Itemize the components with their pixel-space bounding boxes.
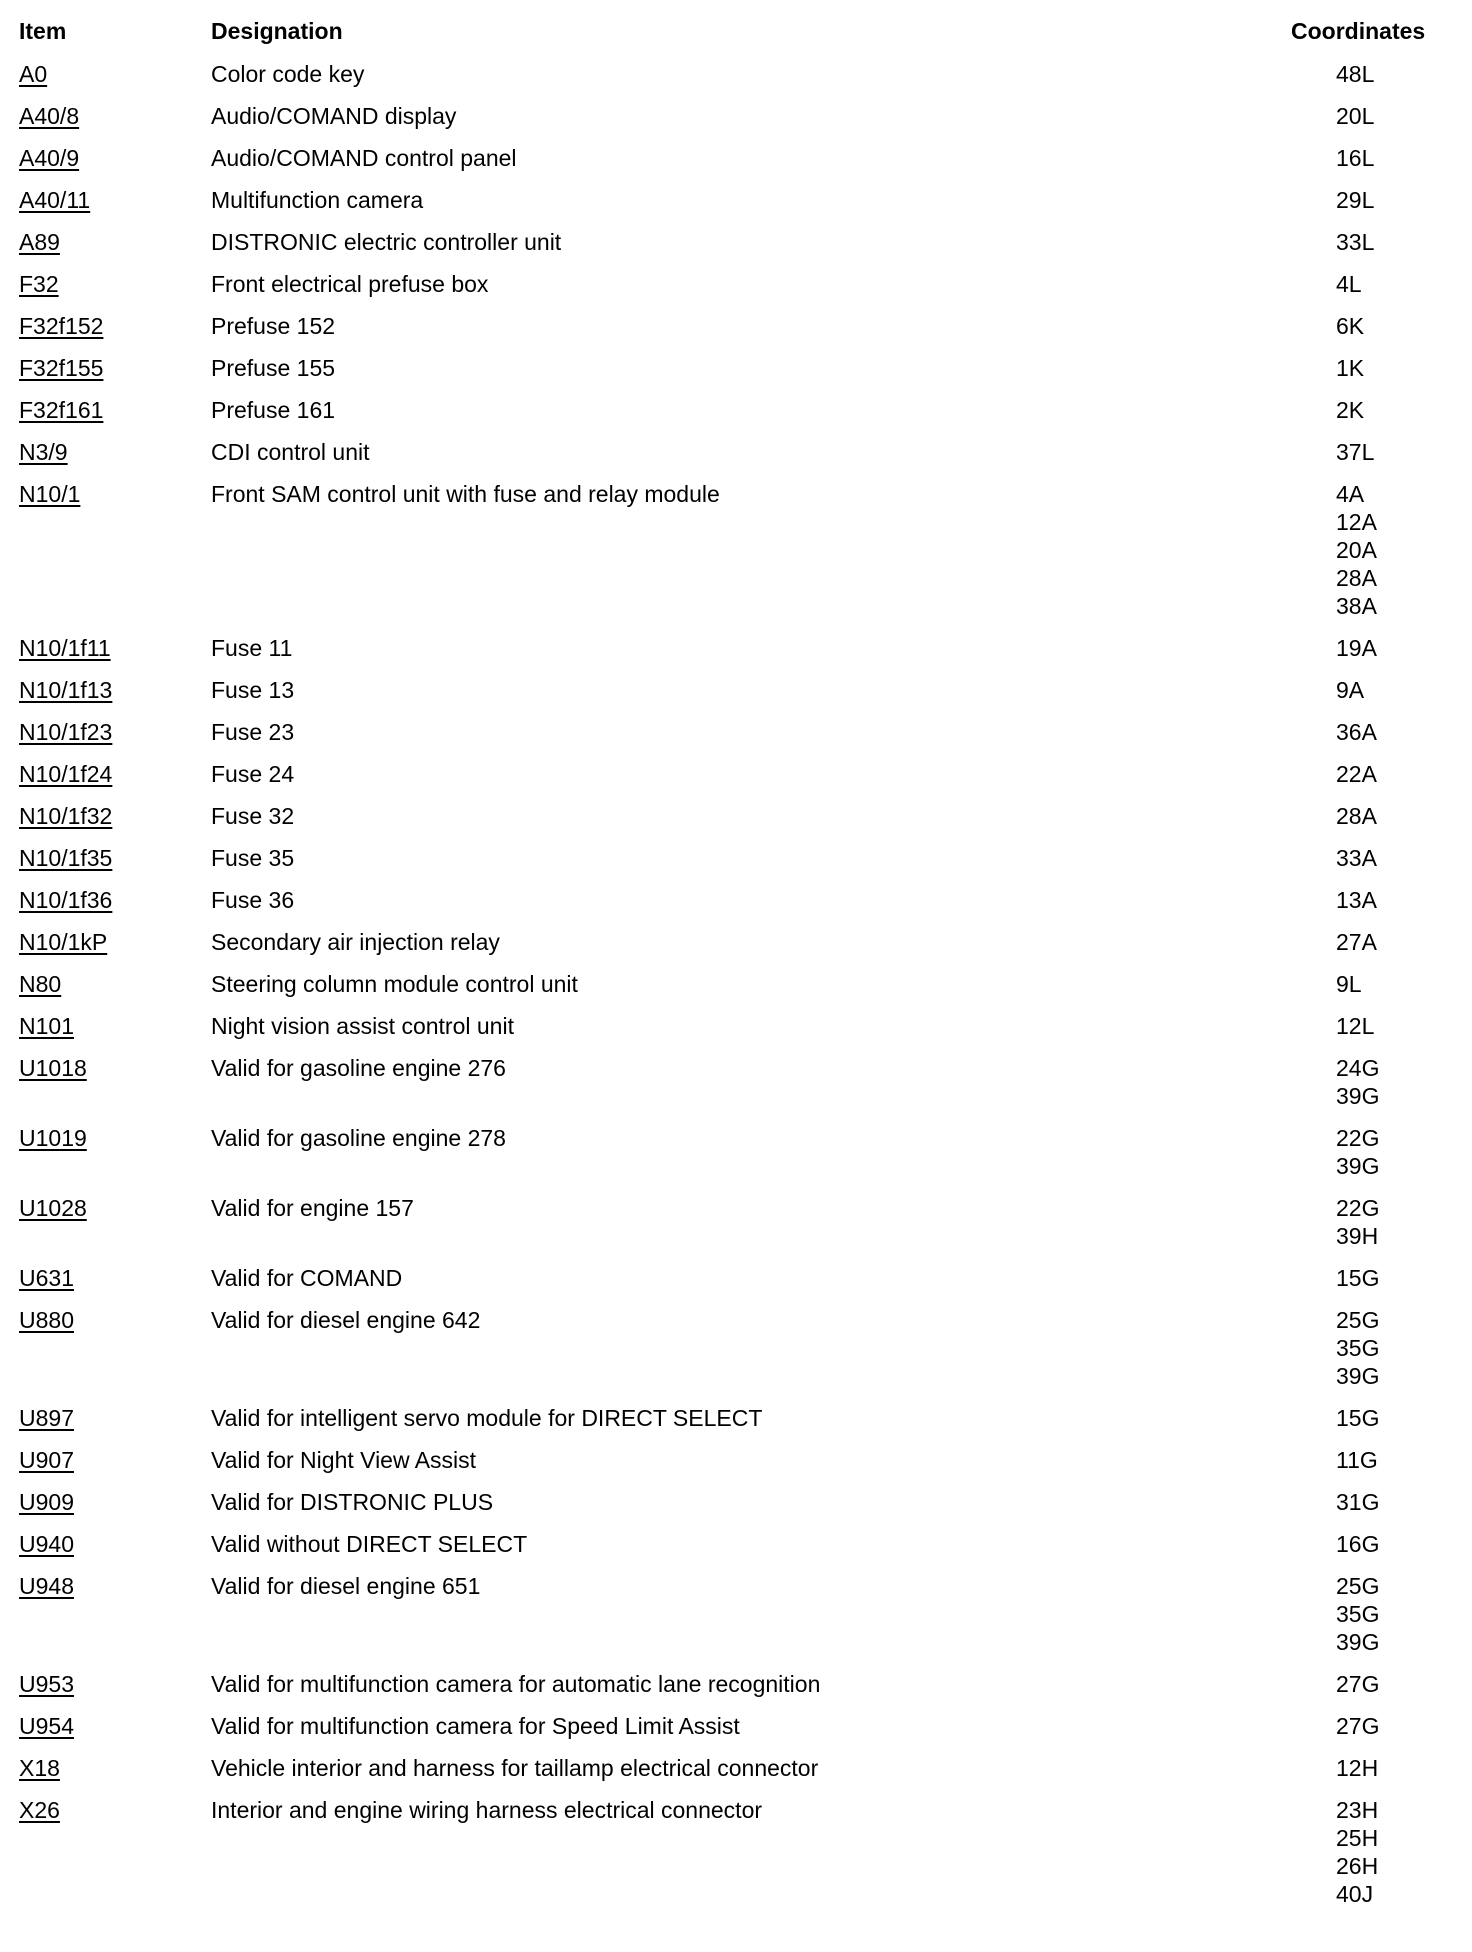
item-link[interactable]: U954 [19, 1713, 74, 1739]
item-link[interactable]: F32 [19, 271, 59, 297]
designation-text: Valid for intelligent servo module for DIRECT SELECT [211, 1405, 763, 1431]
designation-text: DISTRONIC electric controller unit [211, 229, 562, 255]
coordinate-value: 40J [1336, 1881, 1374, 1907]
column-header-coordinates: Coordinates [1291, 18, 1426, 44]
item-link[interactable]: N10/1kP [19, 929, 108, 955]
item-link[interactable]: U880 [19, 1307, 74, 1333]
coordinate-value: 1K [1336, 355, 1365, 381]
designation-text: Secondary air injection relay [211, 929, 500, 955]
table-row [0, 1488, 1472, 1530]
table-row [0, 634, 1472, 676]
table-row [0, 886, 1472, 928]
coordinates-cell [1336, 1530, 1379, 1558]
coordinates-cell [1336, 760, 1377, 788]
coordinate-value: 39G [1336, 1363, 1380, 1389]
coordinate-value: 16G [1336, 1531, 1380, 1557]
designation-text: Prefuse 152 [211, 313, 336, 339]
designation-text: Valid for DISTRONIC PLUS [211, 1489, 494, 1515]
coordinate-value: 28A [1336, 565, 1377, 591]
item-link[interactable]: U1019 [19, 1125, 87, 1151]
coordinate-value: 12L [1336, 1013, 1375, 1039]
item-link[interactable]: N10/1f24 [19, 761, 113, 787]
designation-text: Fuse 24 [211, 761, 295, 787]
coordinates-cell [1336, 1712, 1379, 1740]
coordinates-cell [1336, 1754, 1378, 1782]
designation-text: Audio/COMAND control panel [211, 145, 517, 171]
coordinate-value: 39H [1336, 1223, 1379, 1249]
coordinate-value: 36A [1336, 719, 1377, 745]
table-row [0, 1054, 1472, 1124]
item-link[interactable]: F32f155 [19, 355, 104, 381]
table-row [0, 1754, 1472, 1796]
coordinate-value: 29L [1336, 187, 1375, 213]
designation-text: Fuse 11 [211, 635, 293, 661]
coordinate-value: 39G [1336, 1629, 1380, 1655]
coordinate-value: 15G [1336, 1265, 1380, 1291]
coordinate-value: 37L [1336, 439, 1375, 465]
coordinates-cell [1336, 228, 1374, 256]
table-row [0, 1712, 1472, 1754]
item-link[interactable]: N80 [19, 971, 62, 997]
coordinates-cell [1336, 1488, 1379, 1516]
coordinates-cell [1336, 1670, 1379, 1698]
item-link[interactable]: N3/9 [19, 439, 68, 465]
designation-text: Multifunction camera [211, 187, 424, 213]
table-row [0, 1530, 1472, 1572]
coordinates-cell [1336, 438, 1374, 466]
item-link[interactable]: A40/9 [19, 145, 80, 171]
item-link[interactable]: A40/8 [19, 103, 80, 129]
coordinate-value: 13A [1336, 887, 1377, 913]
item-link[interactable]: N10/1f32 [19, 803, 113, 829]
table-row [0, 1796, 1472, 1922]
coordinate-value: 20A [1336, 537, 1377, 563]
item-link[interactable]: N10/1f36 [19, 887, 113, 913]
item-link[interactable]: N10/1f35 [19, 845, 113, 871]
item-link[interactable]: U953 [19, 1671, 74, 1697]
designation-text: Valid for multifunction camera for Speed Limit Assist [211, 1713, 740, 1739]
coordinate-value: 23H [1336, 1797, 1379, 1823]
coordinate-value: 4A [1336, 481, 1365, 507]
coordinates-cell [1336, 1404, 1379, 1432]
coordinates-cell [1336, 1124, 1379, 1180]
designation-text: Color code key [211, 61, 365, 87]
coordinate-value: 35G [1336, 1601, 1380, 1627]
coordinate-value: 28A [1336, 803, 1377, 829]
designation-text: Fuse 35 [211, 845, 295, 871]
item-link[interactable]: U631 [19, 1265, 74, 1291]
coordinates-cell [1336, 144, 1374, 172]
table-row [0, 1446, 1472, 1488]
coordinate-value: 38A [1336, 593, 1377, 619]
coordinates-cell [1336, 970, 1362, 998]
coordinates-cell [1336, 480, 1377, 620]
coordinates-cell [1336, 634, 1377, 662]
designation-text: Front electrical prefuse box [211, 271, 489, 297]
coordinate-value: 48L [1336, 61, 1375, 87]
coordinates-cell [1336, 1194, 1379, 1250]
column-header-designation: Designation [211, 18, 343, 44]
coordinates-cell [1336, 60, 1374, 88]
designation-text: CDI control unit [211, 439, 370, 465]
table-row [0, 228, 1472, 270]
designation-text: Valid for multifunction camera for automatic lane recognition [211, 1671, 821, 1697]
table-row [0, 354, 1472, 396]
designation-text: Valid for gasoline engine 278 [211, 1125, 506, 1151]
coordinates-cell [1336, 676, 1364, 704]
table-row [0, 1670, 1472, 1712]
item-link[interactable]: U1018 [19, 1055, 87, 1081]
coordinates-cell [1336, 312, 1364, 340]
coordinate-value: 12H [1336, 1755, 1379, 1781]
table-row [0, 102, 1472, 144]
coordinate-value: 6K [1336, 313, 1365, 339]
coordinate-value: 4L [1336, 271, 1362, 297]
coordinate-value: 27A [1336, 929, 1377, 955]
coordinate-value: 25G [1336, 1307, 1380, 1333]
table-row [0, 1124, 1472, 1194]
coordinate-value: 31G [1336, 1489, 1380, 1515]
item-link[interactable]: N10/1 [19, 481, 81, 507]
table-row [0, 760, 1472, 802]
coordinates-cell [1336, 718, 1377, 746]
table-row [0, 480, 1472, 634]
coordinate-value: 11G [1336, 1447, 1378, 1473]
coordinates-cell [1336, 1054, 1379, 1110]
item-link[interactable]: A40/11 [19, 187, 91, 213]
table-row [0, 676, 1472, 718]
item-link[interactable]: N10/1f13 [19, 677, 113, 703]
table-row [0, 312, 1472, 354]
coordinate-value: 25G [1336, 1573, 1380, 1599]
designation-text: Night vision assist control unit [211, 1013, 514, 1039]
table-row [0, 1306, 1472, 1404]
item-link[interactable]: U909 [19, 1489, 74, 1515]
coordinate-value: 33L [1336, 229, 1375, 255]
table-row [0, 1404, 1472, 1446]
designation-text: Interior and engine wiring harness electrical connector [211, 1797, 763, 1823]
item-link[interactable]: U907 [19, 1447, 74, 1473]
item-link[interactable]: X26 [19, 1797, 60, 1823]
coordinate-value: 19A [1336, 635, 1377, 661]
coordinate-value: 2K [1336, 397, 1365, 423]
designation-text: Front SAM control unit with fuse and relay module [211, 481, 720, 507]
table-row [0, 60, 1472, 102]
table-header [0, 18, 1472, 50]
coordinate-value: 22G [1336, 1125, 1380, 1151]
coordinates-cell [1336, 186, 1374, 214]
component-table [0, 60, 1472, 1922]
table-row [0, 270, 1472, 312]
table-row [0, 802, 1472, 844]
coordinate-value: 35G [1336, 1335, 1380, 1361]
table-row [0, 718, 1472, 760]
item-link[interactable]: U1028 [19, 1195, 87, 1221]
coordinate-value: 9L [1336, 971, 1362, 997]
table-row [0, 1194, 1472, 1264]
coordinate-value: 15G [1336, 1405, 1380, 1431]
designation-text: Steering column module control unit [211, 971, 578, 997]
coordinate-value: 27G [1336, 1713, 1380, 1739]
item-link[interactable]: U940 [19, 1531, 74, 1557]
item-link[interactable]: X18 [19, 1755, 60, 1781]
item-link[interactable]: F32f161 [19, 397, 104, 423]
table-row [0, 438, 1472, 480]
coordinate-value: 20L [1336, 103, 1375, 129]
designation-text: Valid for COMAND [211, 1265, 403, 1291]
item-link[interactable]: N10/1f11 [19, 635, 111, 661]
coordinates-cell [1336, 886, 1377, 914]
coordinate-value: 9A [1336, 677, 1365, 703]
coordinates-cell [1336, 844, 1377, 872]
coordinates-cell [1336, 102, 1374, 130]
item-link[interactable]: A0 [19, 61, 48, 87]
designation-text: Valid for diesel engine 642 [211, 1307, 481, 1333]
coordinates-cell [1336, 1012, 1374, 1040]
designation-text: Audio/COMAND display [211, 103, 457, 129]
coordinate-value: 22A [1336, 761, 1377, 787]
designation-text: Fuse 13 [211, 677, 295, 703]
coordinates-cell [1336, 396, 1364, 424]
coordinate-value: 39G [1336, 1083, 1380, 1109]
designation-text: Fuse 32 [211, 803, 295, 829]
coordinates-cell [1336, 1796, 1378, 1908]
designation-text: Valid for diesel engine 651 [211, 1573, 481, 1599]
designation-text: Valid without DIRECT SELECT [211, 1531, 528, 1557]
coordinate-value: 12A [1336, 509, 1377, 535]
coordinate-value: 25H [1336, 1825, 1379, 1851]
designation-text: Prefuse 161 [211, 397, 336, 423]
designation-text: Valid for Night View Assist [211, 1447, 477, 1473]
designation-text: Vehicle interior and harness for taillamp electrical connector [211, 1755, 819, 1781]
coordinates-cell [1336, 1264, 1379, 1292]
coordinates-cell [1336, 928, 1377, 956]
item-link[interactable]: U897 [19, 1405, 74, 1431]
coordinate-value: 27G [1336, 1671, 1380, 1697]
coordinates-cell [1336, 354, 1364, 382]
coordinate-value: 16L [1336, 145, 1375, 171]
table-row [0, 144, 1472, 186]
coordinate-value: 24G [1336, 1055, 1380, 1081]
designation-text: Fuse 36 [211, 887, 295, 913]
item-link[interactable]: U948 [19, 1573, 74, 1599]
coordinate-value: 26H [1336, 1853, 1379, 1879]
item-link[interactable]: A89 [19, 229, 60, 255]
coordinates-cell [1336, 802, 1377, 830]
coordinates-cell [1336, 1572, 1379, 1656]
designation-text: Prefuse 155 [211, 355, 336, 381]
table-row [0, 1572, 1472, 1670]
designation-text: Fuse 23 [211, 719, 295, 745]
column-header-item: Item [19, 18, 67, 44]
table-row [0, 844, 1472, 886]
table-row [0, 396, 1472, 438]
table-row [0, 1012, 1472, 1054]
coordinates-cell [1336, 270, 1362, 298]
coordinate-value: 33A [1336, 845, 1377, 871]
coordinate-value: 39G [1336, 1153, 1380, 1179]
designation-text: Valid for engine 157 [211, 1195, 414, 1221]
item-link[interactable]: F32f152 [19, 313, 104, 339]
table-row [0, 928, 1472, 970]
coordinates-cell [1336, 1446, 1378, 1474]
designation-text: Valid for gasoline engine 276 [211, 1055, 506, 1081]
table-row [0, 970, 1472, 1012]
item-link[interactable]: N101 [19, 1013, 74, 1039]
coordinates-cell [1336, 1306, 1379, 1390]
table-row [0, 1264, 1472, 1306]
coordinate-value: 22G [1336, 1195, 1380, 1221]
table-row [0, 186, 1472, 228]
item-link[interactable]: N10/1f23 [19, 719, 113, 745]
